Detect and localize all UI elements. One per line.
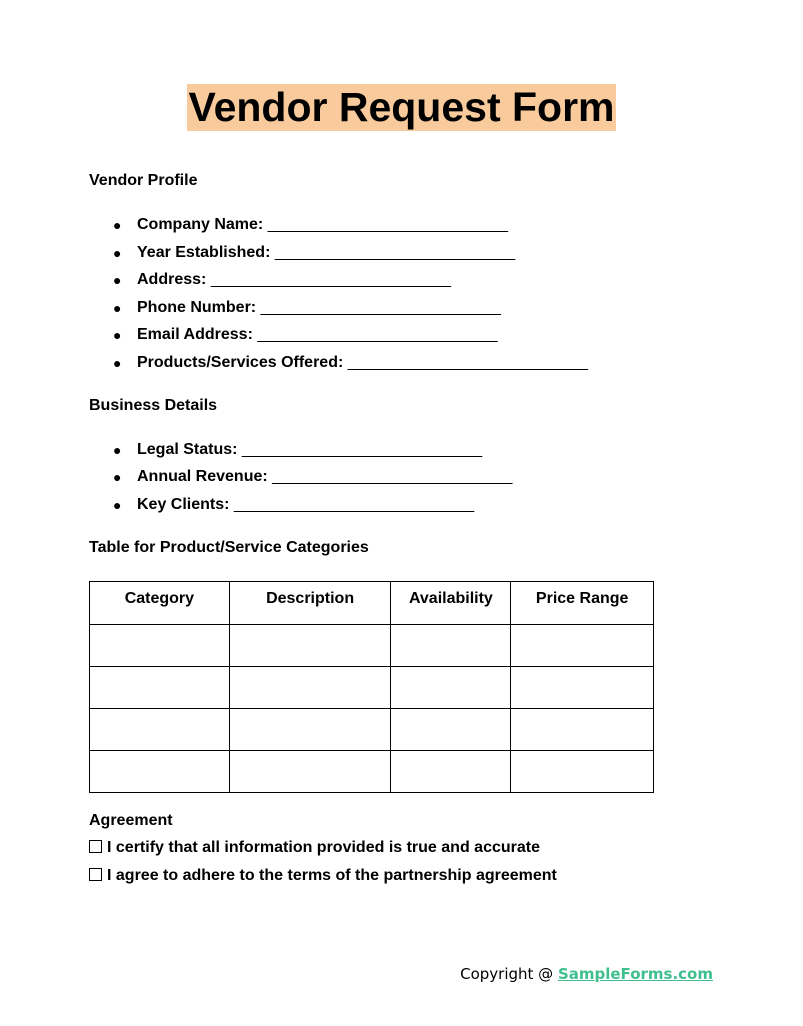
- field-label: Phone Number:: [137, 298, 257, 316]
- table-cell[interactable]: [511, 709, 654, 751]
- agreement-text: I certify that all information provided is true and accurate: [107, 839, 540, 856]
- column-header: Category: [90, 582, 230, 625]
- table-cell[interactable]: [391, 667, 511, 709]
- table-cell[interactable]: [511, 751, 654, 793]
- list-item[interactable]: [89, 270, 588, 290]
- table-cell[interactable]: [391, 709, 511, 751]
- agreement-text: I agree to adhere to the terms of the partnership agreement: [107, 867, 557, 884]
- list-item[interactable]: [89, 325, 588, 345]
- business-details-heading: Business Details: [89, 397, 218, 414]
- copyright-prefix: Copyright @: [460, 965, 558, 983]
- field-blank[interactable]: ___________________________: [347, 353, 589, 371]
- bullet-icon: ●: [113, 442, 122, 458]
- table-cell[interactable]: [229, 709, 391, 751]
- field-blank[interactable]: ___________________________: [257, 326, 498, 344]
- field-label: Legal Status:: [137, 441, 238, 458]
- table-cell[interactable]: [90, 751, 230, 793]
- field-blank[interactable]: ___________________________: [274, 243, 516, 261]
- field-blank[interactable]: ___________________________: [260, 298, 501, 316]
- table-cell[interactable]: [229, 751, 391, 793]
- table-cell[interactable]: [90, 625, 230, 667]
- table-cell[interactable]: [90, 709, 230, 751]
- field-blank[interactable]: ___________________________: [267, 216, 508, 233]
- field-blank[interactable]: ___________________________: [272, 468, 513, 486]
- list-item[interactable]: [89, 467, 512, 487]
- field-label: Address:: [137, 271, 207, 289]
- table-cell[interactable]: [229, 667, 391, 709]
- field-label: Key Clients:: [137, 495, 230, 513]
- table-cell[interactable]: [391, 751, 511, 793]
- list-item[interactable]: [89, 298, 588, 318]
- table-cell[interactable]: [511, 625, 654, 667]
- list-item[interactable]: [89, 440, 512, 460]
- list-item[interactable]: [89, 243, 588, 263]
- list-item[interactable]: [89, 353, 588, 373]
- list-item[interactable]: [89, 495, 512, 515]
- vendor-profile-heading: Vendor Profile: [89, 172, 198, 189]
- column-header: Availability: [391, 582, 511, 625]
- table-row: [90, 709, 654, 751]
- field-blank[interactable]: ___________________________: [233, 495, 475, 513]
- categories-table: [89, 581, 654, 793]
- title-wrap: [0, 84, 803, 131]
- categories-table-heading: Table for Product/Service Categories: [89, 539, 369, 556]
- agreement-heading: Agreement: [89, 812, 173, 829]
- field-label: Email Address:: [137, 326, 253, 344]
- bullet-icon: ●: [113, 299, 122, 316]
- field-label: Products/Services Offered:: [137, 353, 344, 371]
- list-item[interactable]: [89, 215, 588, 235]
- sampleforms-link[interactable]: SampleForms.com: [557, 965, 713, 983]
- column-header: Description: [229, 582, 391, 625]
- bullet-icon: ●: [113, 217, 122, 233]
- table-row: [90, 625, 654, 667]
- table-cell[interactable]: [511, 667, 654, 709]
- table-header-row: [90, 582, 654, 625]
- table-cell[interactable]: [90, 667, 230, 709]
- table-row: [90, 751, 654, 793]
- field-blank[interactable]: ___________________________: [241, 441, 483, 458]
- agreement-item-certify[interactable]: [89, 838, 540, 858]
- bullet-icon: ●: [113, 496, 122, 513]
- field-blank[interactable]: ___________________________: [210, 271, 452, 289]
- checkbox-icon[interactable]: [89, 840, 102, 853]
- table-cell[interactable]: [391, 625, 511, 667]
- vendor-profile-list: [89, 215, 588, 373]
- table-cell[interactable]: [229, 625, 391, 667]
- bullet-icon: ●: [113, 244, 122, 261]
- checkbox-icon[interactable]: [89, 868, 102, 881]
- field-label: Year Established:: [137, 243, 271, 261]
- bullet-icon: ●: [113, 354, 122, 371]
- copyright-footer: [460, 965, 713, 983]
- table-row: [90, 667, 654, 709]
- column-header: Price Range: [511, 582, 654, 625]
- field-label: Company Name:: [137, 216, 264, 233]
- agreement-item-adhere[interactable]: [89, 866, 557, 886]
- business-details-list: [89, 440, 512, 515]
- field-label: Annual Revenue:: [137, 468, 268, 486]
- bullet-icon: ●: [113, 469, 122, 486]
- page-title: Vendor Request Form: [188, 84, 615, 130]
- bullet-icon: ●: [113, 327, 122, 344]
- bullet-icon: ●: [113, 272, 122, 289]
